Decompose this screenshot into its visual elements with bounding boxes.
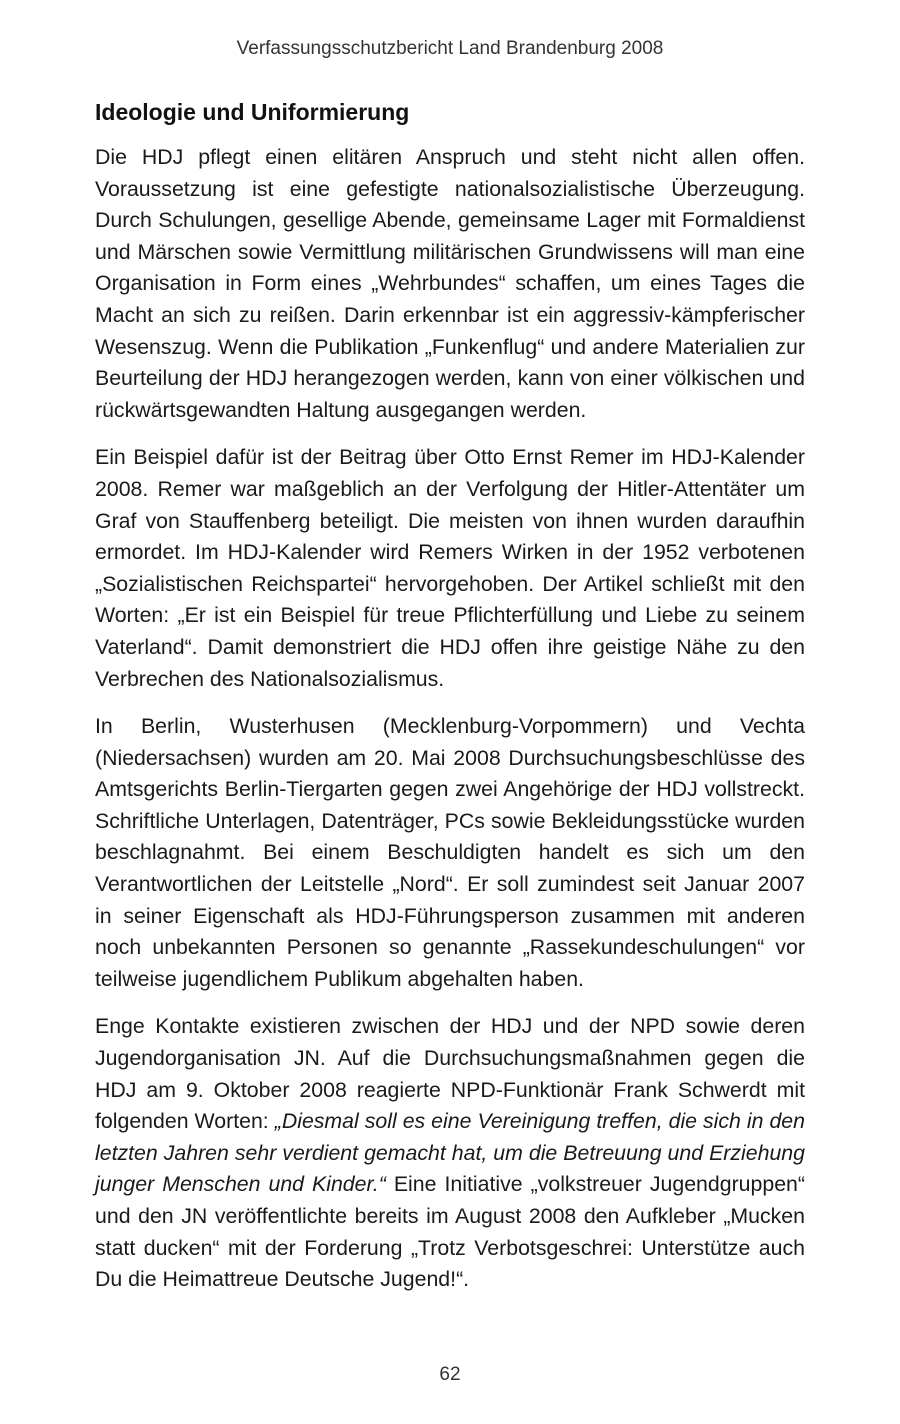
- running-header: Verfassungsschutzbericht Land Brandenburg 2008: [236, 38, 664, 59]
- section-title: Ideologie und Uniformierung: [95, 99, 410, 125]
- paragraph-searches: In Berlin, Wusterhusen (Mecklenburg-Vorpommern) und Vechta (Niedersachsen) wurden am 20. Mai 2008 Durchsuchungsbeschlüsse des Amtsgerichts Berlin-Tiergarten gegen zwei Angehörige der HDJ vollstreckt. Schriftliche Unterlagen, Datenträger, PCs sowie Bekleidungsstücke wurden beschlagnahmt. Bei einem Beschuldigten handelt es sich um den Verantwortlichen der Leitstelle „Nord“. Er soll zumindest seit Januar 2007 in seiner Eigenschaft als HDJ-Führungsperson zusammen mit anderen noch unbekannten Personen so genannte „Rassekundeschulungen“ vor teilweise jugendlichem Publikum abgehalten haben.: [95, 714, 805, 991]
- paragraph-npd-contacts: [95, 1011, 805, 1295]
- paragraph-remer-example: Ein Beispiel dafür ist der Beitrag über Otto Ernst Remer im HDJ-Kalender 2008. Remer war maßgeblich an der Verfolgung der Hitler-Attentäter um Graf von Stauffenberg beteiligt. Die meisten von ihnen wurden daraufhin ermordet. Im HDJ-Kalender wird Remers Wirken in der 1952 verbotenen „Sozialistischen Reichspartei“ hervorgehoben. Der Artikel schließt mit den Worten: „Er ist ein Beispiel für treue Pflichterfüllung und Liebe zu seinem Vaterland“. Damit demonstriert die HDJ offen ihre geistige Nähe zu den Verbrechen des Nationalsozialismus.: [95, 445, 805, 691]
- schwerdt-quote: „Diesmal soll es eine Vereinigung treffen, die sich in den letzten Jahren sehr verdient gemacht hat, um die Betreuung und Erziehung junger Menschen und Kinder.“: [95, 1109, 805, 1197]
- paragraph-npd-contacts-intro: Enge Kontakte existieren zwischen der HDJ und der NPD sowie deren Jugendorganisation JN. Auf die Durchsuchungsmaßnahmen gegen die HDJ am 9. Oktober 2008 reagierte NPD-Funktionär Frank Schwerdt mit folgenden Worten:: [95, 1014, 805, 1134]
- paragraph-npd-contacts-outro: Eine Initiative „volkstreuer Jugendgruppen“ und den JN veröffentlichte bereits im August 2008 den Aufkleber „Mucken statt ducken“ mit der Forderung „Trotz Verbotsgeschrei: Unterstütze auch Du die Heimattreue Deutsche Jugend!“.: [95, 1172, 805, 1292]
- page-number: 62: [439, 1364, 461, 1385]
- paragraph-ideology: Die HDJ pflegt einen elitären Anspruch und steht nicht allen offen. Voraussetzung ist eine gefestigte nationalsozialistische Überzeugung. Durch Schulungen, gesellige Abende, gemeinsame Lager mit Formaldienst und Märschen sowie Vermittlung militärischen Grundwissens will man eine Organisation in Form eines „Wehrbundes“ schaffen, um eines Tages die Macht an sich zu reißen. Darin erkennbar ist ein aggressiv-kämpferischer Wesenszug. Wenn die Publikation „Funkenflug“ und andere Materialien zur Beurteilung der HDJ herangezogen werden, kann von einer völkischen und rückwärtsgewandten Haltung ausgegangen werden.: [95, 145, 805, 422]
- page-content: [95, 96, 805, 1312]
